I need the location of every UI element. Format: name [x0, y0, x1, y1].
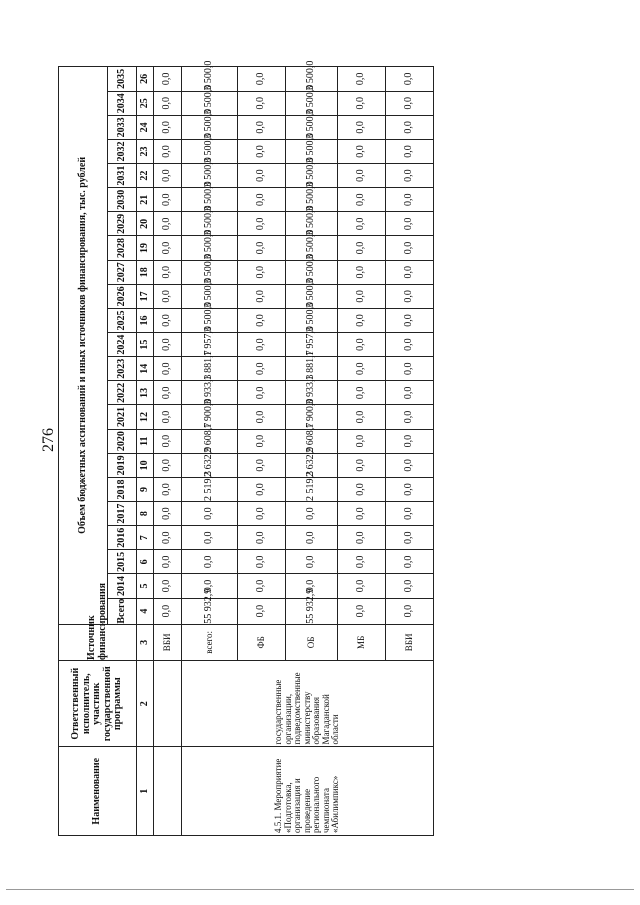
value-cell: 0,0 — [154, 405, 182, 429]
value-cell: 0,0 — [338, 164, 386, 188]
value-cell: 3 500,0 — [182, 139, 238, 163]
header-year: 2017 — [108, 502, 137, 526]
value-cell: 0,0 — [386, 333, 434, 357]
value-cell: 2 519,3 — [286, 477, 338, 501]
value-cell: 0,0 — [386, 188, 434, 212]
value-cell: 0,0 — [338, 405, 386, 429]
value-cell: 0,0 — [386, 260, 434, 284]
value-cell: 0,0 — [386, 550, 434, 574]
budget-table — [58, 60, 434, 836]
value-cell: 0,0 — [338, 598, 386, 624]
value-cell: 3 500,0 — [182, 91, 238, 115]
value-cell: 0,0 — [386, 526, 434, 550]
value-cell: 3 500,0 — [182, 115, 238, 139]
header-year: 2020 — [108, 429, 137, 453]
column-number: 16 — [137, 308, 154, 332]
value-cell: 3 500,0 — [286, 188, 338, 212]
value-cell: 0,0 — [154, 115, 182, 139]
page-number: 276 — [40, 428, 57, 452]
source-cell: МБ — [338, 624, 386, 660]
value-cell: 0,0 — [154, 139, 182, 163]
header-year: 2028 — [108, 236, 137, 260]
value-cell: 0,0 — [338, 526, 386, 550]
value-cell: 0,0 — [238, 284, 286, 308]
column-number: 4 — [137, 598, 154, 624]
value-cell: 0,0 — [338, 212, 386, 236]
column-number: 24 — [137, 115, 154, 139]
header-year: 2016 — [108, 526, 137, 550]
header-year: 2024 — [108, 333, 137, 357]
value-cell: 3 500,0 — [286, 308, 338, 332]
value-cell: 0,0 — [238, 236, 286, 260]
column-number: 3 — [137, 624, 154, 660]
value-cell: 0,0 — [338, 357, 386, 381]
header-total: Всего — [108, 598, 137, 624]
value-cell: 0,0 — [386, 164, 434, 188]
value-cell: 0,0 — [238, 598, 286, 624]
column-number: 21 — [137, 188, 154, 212]
header-year: 2029 — [108, 212, 137, 236]
value-cell: 0,0 — [386, 477, 434, 501]
header-name: Наименование — [59, 747, 137, 836]
column-number: 9 — [137, 477, 154, 501]
value-cell: 0,0 — [386, 91, 434, 115]
value-cell: 0,0 — [338, 236, 386, 260]
source-cell: ФБ — [238, 624, 286, 660]
value-cell: 1 900,0 — [182, 405, 238, 429]
column-number: 14 — [137, 357, 154, 381]
value-cell: 0,0 — [182, 526, 238, 550]
header-year: 2035 — [108, 67, 137, 92]
value-cell: 0,0 — [238, 477, 286, 501]
value-cell: 0,0 — [238, 115, 286, 139]
value-cell: 1 900,0 — [286, 405, 338, 429]
value-cell: 0,0 — [338, 381, 386, 405]
value-cell: 3 500,0 — [286, 115, 338, 139]
header-responsible: Ответственный исполнитель, участник государственной программы — [59, 660, 137, 747]
value-cell: 0,0 — [238, 502, 286, 526]
value-cell: 2 632,9 — [286, 453, 338, 477]
value-cell: 0,0 — [238, 453, 286, 477]
value-cell: 3 500,0 — [182, 308, 238, 332]
value-cell: 0,0 — [286, 526, 338, 550]
source-cell: ВБИ — [154, 624, 182, 660]
column-number: 8 — [137, 502, 154, 526]
value-cell: 55 932,9 — [182, 598, 238, 624]
value-cell: 0,0 — [154, 502, 182, 526]
value-cell: 0,0 — [154, 574, 182, 598]
value-cell: 3 933,3 — [286, 381, 338, 405]
value-cell: 0,0 — [386, 357, 434, 381]
value-cell: 0,0 — [154, 284, 182, 308]
value-cell: 0,0 — [386, 308, 434, 332]
value-cell: 1 881,7 — [286, 357, 338, 381]
header-year: 2019 — [108, 453, 137, 477]
column-number: 17 — [137, 284, 154, 308]
measure-responsible: государственные организации, подведомственные министерству образования Магаданской области — [182, 660, 434, 747]
source-cell: ОБ — [286, 624, 338, 660]
column-number: 26 — [137, 67, 154, 92]
value-cell: 0,0 — [238, 67, 286, 92]
column-number: 1 — [137, 747, 154, 836]
value-cell: 3 500,0 — [182, 164, 238, 188]
value-cell: 0,0 — [154, 598, 182, 624]
column-number: 11 — [137, 429, 154, 453]
value-cell: 0,0 — [154, 260, 182, 284]
value-cell: 0,0 — [238, 188, 286, 212]
value-cell: 2 608,7 — [286, 429, 338, 453]
value-cell: 2 519,3 — [182, 477, 238, 501]
column-number: 15 — [137, 333, 154, 357]
column-number: 12 — [137, 405, 154, 429]
header-year: 2023 — [108, 357, 137, 381]
value-cell: 0,0 — [286, 502, 338, 526]
value-cell: 0,0 — [154, 212, 182, 236]
value-cell: 0,0 — [386, 453, 434, 477]
value-cell: 0,0 — [338, 477, 386, 501]
header-year: 2033 — [108, 115, 137, 139]
value-cell: 0,0 — [238, 574, 286, 598]
value-cell: 3 500,0 — [286, 139, 338, 163]
column-number: 10 — [137, 453, 154, 477]
value-cell: 2 632,9 — [182, 453, 238, 477]
value-cell: 0,0 — [386, 574, 434, 598]
value-cell: 0,0 — [338, 67, 386, 92]
value-cell: 0,0 — [182, 502, 238, 526]
value-cell: 3 500,0 — [182, 236, 238, 260]
value-cell: 0,0 — [154, 550, 182, 574]
header-year: 2031 — [108, 164, 137, 188]
row-name-cell — [154, 747, 182, 836]
header-source: Источник финансирования — [59, 624, 137, 660]
value-cell: 0,0 — [238, 91, 286, 115]
column-number-row — [137, 67, 154, 836]
value-cell: 0,0 — [338, 284, 386, 308]
value-cell: 3 500,0 — [182, 212, 238, 236]
value-cell: 0,0 — [182, 574, 238, 598]
column-number: 25 — [137, 91, 154, 115]
value-cell: 0,0 — [154, 526, 182, 550]
header-row — [59, 67, 108, 836]
value-cell: 0,0 — [238, 333, 286, 357]
value-cell: 0,0 — [386, 67, 434, 92]
column-number: 2 — [137, 660, 154, 747]
header-year: 2026 — [108, 284, 137, 308]
header-year: 2030 — [108, 188, 137, 212]
value-cell: 0,0 — [338, 502, 386, 526]
value-cell: 0,0 — [154, 67, 182, 92]
budget-table-container — [58, 60, 528, 836]
value-cell: 0,0 — [238, 405, 286, 429]
footer-rule — [6, 889, 634, 890]
value-cell: 3 500,0 — [182, 260, 238, 284]
header-year: 2021 — [108, 405, 137, 429]
column-number: 20 — [137, 212, 154, 236]
column-number: 19 — [137, 236, 154, 260]
value-cell: 0,0 — [386, 212, 434, 236]
value-cell: 0,0 — [238, 381, 286, 405]
header-year: 2034 — [108, 91, 137, 115]
value-cell: 3 500,0 — [286, 91, 338, 115]
table-row — [182, 67, 238, 836]
value-cell: 0,0 — [386, 429, 434, 453]
value-cell: 0,0 — [338, 453, 386, 477]
value-cell: 0,0 — [154, 357, 182, 381]
row-responsible-cell — [154, 660, 182, 747]
value-cell: 3 500,0 — [182, 67, 238, 92]
value-cell: 1 957,0 — [286, 333, 338, 357]
value-cell: 0,0 — [338, 308, 386, 332]
value-cell: 0,0 — [238, 357, 286, 381]
value-cell: 0,0 — [154, 308, 182, 332]
value-cell: 0,0 — [238, 526, 286, 550]
value-cell: 0,0 — [154, 236, 182, 260]
value-cell: 0,0 — [154, 91, 182, 115]
header-year: 2027 — [108, 260, 137, 284]
value-cell: 3 500,0 — [286, 260, 338, 284]
value-cell: 3 500,0 — [286, 284, 338, 308]
value-cell: 0,0 — [386, 381, 434, 405]
value-cell: 0,0 — [338, 429, 386, 453]
value-cell: 0,0 — [154, 188, 182, 212]
column-number: 5 — [137, 574, 154, 598]
value-cell: 0,0 — [386, 284, 434, 308]
column-number: 7 — [137, 526, 154, 550]
value-cell: 3 933,3 — [182, 381, 238, 405]
value-cell: 0,0 — [338, 188, 386, 212]
column-number: 23 — [137, 139, 154, 163]
value-cell: 0,0 — [286, 574, 338, 598]
value-cell: 0,0 — [238, 139, 286, 163]
value-cell: 0,0 — [386, 236, 434, 260]
value-cell: 0,0 — [386, 598, 434, 624]
value-cell: 0,0 — [182, 550, 238, 574]
value-cell: 3 500,0 — [182, 284, 238, 308]
table-row — [154, 67, 182, 836]
header-year: 2018 — [108, 477, 137, 501]
value-cell: 3 500,0 — [286, 164, 338, 188]
value-cell: 1 881,7 — [182, 357, 238, 381]
value-cell: 3 500,0 — [286, 236, 338, 260]
value-cell: 0,0 — [154, 477, 182, 501]
value-cell: 0,0 — [238, 429, 286, 453]
value-cell: 0,0 — [386, 502, 434, 526]
column-number: 18 — [137, 260, 154, 284]
value-cell: 0,0 — [338, 139, 386, 163]
value-cell: 2 608,7 — [182, 429, 238, 453]
value-cell: 0,0 — [238, 164, 286, 188]
column-number: 22 — [137, 164, 154, 188]
header-year: 2015 — [108, 550, 137, 574]
value-cell: 0,0 — [154, 429, 182, 453]
value-cell: 0,0 — [238, 550, 286, 574]
header-year: 2025 — [108, 308, 137, 332]
value-cell: 1 957,0 — [182, 333, 238, 357]
measure-name: 4.5.1. Мероприятие «Подготовка, организация и проведение регионального чемпионата «Абилимпикс» — [182, 747, 434, 836]
value-cell: 0,0 — [386, 115, 434, 139]
column-number: 6 — [137, 550, 154, 574]
value-cell: 3 500,0 — [286, 67, 338, 92]
value-cell: 0,0 — [338, 115, 386, 139]
header-year: 2032 — [108, 139, 137, 163]
value-cell: 0,0 — [238, 212, 286, 236]
value-cell: 0,0 — [154, 381, 182, 405]
value-cell: 0,0 — [154, 333, 182, 357]
value-cell: 0,0 — [338, 333, 386, 357]
value-cell: 0,0 — [238, 308, 286, 332]
value-cell: 3 500,0 — [182, 188, 238, 212]
value-cell: 55 932,9 — [286, 598, 338, 624]
source-cell: всего: — [182, 624, 238, 660]
header-volume: Объем бюджетных ассигнований и иных источников финансирования, тыс. рублей — [59, 67, 108, 625]
value-cell: 0,0 — [238, 260, 286, 284]
value-cell: 0,0 — [286, 550, 338, 574]
value-cell: 0,0 — [338, 91, 386, 115]
value-cell: 0,0 — [154, 453, 182, 477]
source-cell: ВБИ — [386, 624, 434, 660]
value-cell: 0,0 — [386, 139, 434, 163]
value-cell: 3 500,0 — [286, 212, 338, 236]
value-cell: 0,0 — [154, 164, 182, 188]
value-cell: 0,0 — [338, 574, 386, 598]
header-year: 2022 — [108, 381, 137, 405]
column-number: 13 — [137, 381, 154, 405]
value-cell: 0,0 — [386, 405, 434, 429]
header-year: 2014 — [108, 574, 137, 598]
value-cell: 0,0 — [338, 260, 386, 284]
value-cell: 0,0 — [338, 550, 386, 574]
